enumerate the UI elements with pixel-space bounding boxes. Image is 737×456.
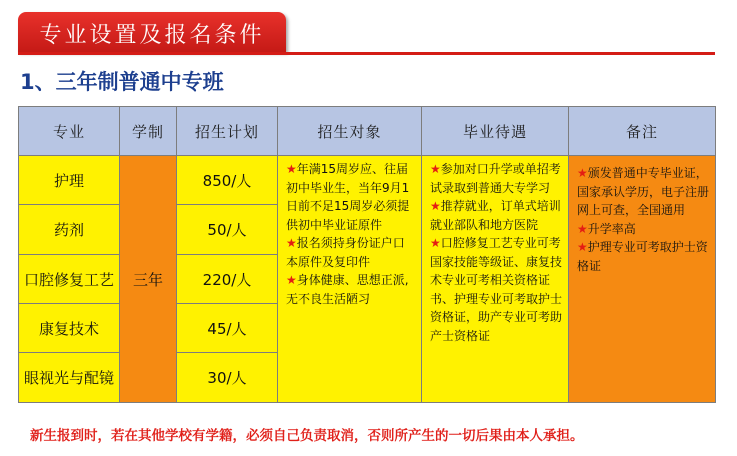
major-name: 眼视光与配镜 bbox=[19, 353, 120, 403]
plan-count: 45/人 bbox=[177, 304, 278, 353]
target-item: ★身体健康、思想正派,无不良生活陋习 bbox=[286, 273, 409, 306]
target-item: ★年满15周岁应、往届初中毕业生，当年9月1日前不足15周岁必须提供初中毕业证原件 bbox=[286, 162, 410, 232]
major-name: 护理 bbox=[19, 156, 120, 205]
star-icon: ★ bbox=[577, 221, 588, 236]
header-notes: 备注 bbox=[569, 107, 716, 156]
major-name: 药剂 bbox=[19, 205, 120, 255]
major-name: 口腔修复工艺 bbox=[19, 255, 120, 304]
star-icon: ★ bbox=[286, 162, 297, 176]
note-item: ★颁发普通中专毕业证，国家承认学历，电子注册网上可查，全国通用 bbox=[577, 166, 710, 217]
major-name: 康复技术 bbox=[19, 304, 120, 353]
header-duration: 学制 bbox=[120, 107, 177, 156]
notes-cell bbox=[569, 156, 716, 403]
plan-count: 220/人 bbox=[177, 255, 278, 304]
star-icon: ★ bbox=[577, 240, 588, 254]
plan-count: 30/人 bbox=[177, 353, 278, 403]
plan-count: 850/人 bbox=[177, 156, 278, 205]
header-target: 招生对象 bbox=[278, 107, 422, 156]
table-row bbox=[19, 156, 716, 205]
benefit-item: ★推荐就业，订单式培训就业部队和地方医院 bbox=[430, 199, 561, 232]
benefit-item: ★口腔修复工艺专业可考国家技能等级证、康复技术专业可考相关资格证书、护理专业可考取护士资格证，助产专业可考助产士资格证 bbox=[430, 236, 563, 343]
footer-notice: 新生报到时，若在其他学校有学籍，必须自己负责取消，否则所产生的一切后果由本人承担。 bbox=[30, 428, 584, 444]
enrollment-table bbox=[18, 106, 716, 403]
star-icon: ★ bbox=[430, 162, 441, 176]
benefits-cell bbox=[422, 156, 569, 403]
section-title: 1、三年制普通中专班 bbox=[20, 70, 224, 94]
header-major: 专业 bbox=[19, 107, 120, 156]
plan-count: 50/人 bbox=[177, 205, 278, 255]
star-icon: ★ bbox=[430, 199, 441, 213]
table-header-row bbox=[19, 107, 716, 156]
header-title: 专业设置及报名条件 bbox=[39, 23, 265, 48]
header-tab bbox=[18, 12, 286, 52]
target-item: ★报名须持身份证户口本原件及复印件 bbox=[286, 236, 405, 269]
star-icon: ★ bbox=[430, 236, 441, 250]
header-plan: 招生计划 bbox=[177, 107, 278, 156]
star-icon: ★ bbox=[286, 236, 297, 250]
star-icon: ★ bbox=[286, 273, 297, 287]
target-cell bbox=[278, 156, 422, 403]
header-benefits: 毕业待遇 bbox=[422, 107, 569, 156]
note-item: ★升学率高 bbox=[577, 221, 636, 236]
star-icon: ★ bbox=[577, 166, 588, 180]
header-divider bbox=[18, 52, 715, 55]
duration-cell: 三年 bbox=[120, 156, 177, 403]
benefit-item: ★参加对口升学或单招考试录取到普通大专学习 bbox=[430, 162, 561, 195]
note-item: ★护理专业可考取护士资格证 bbox=[577, 240, 708, 273]
